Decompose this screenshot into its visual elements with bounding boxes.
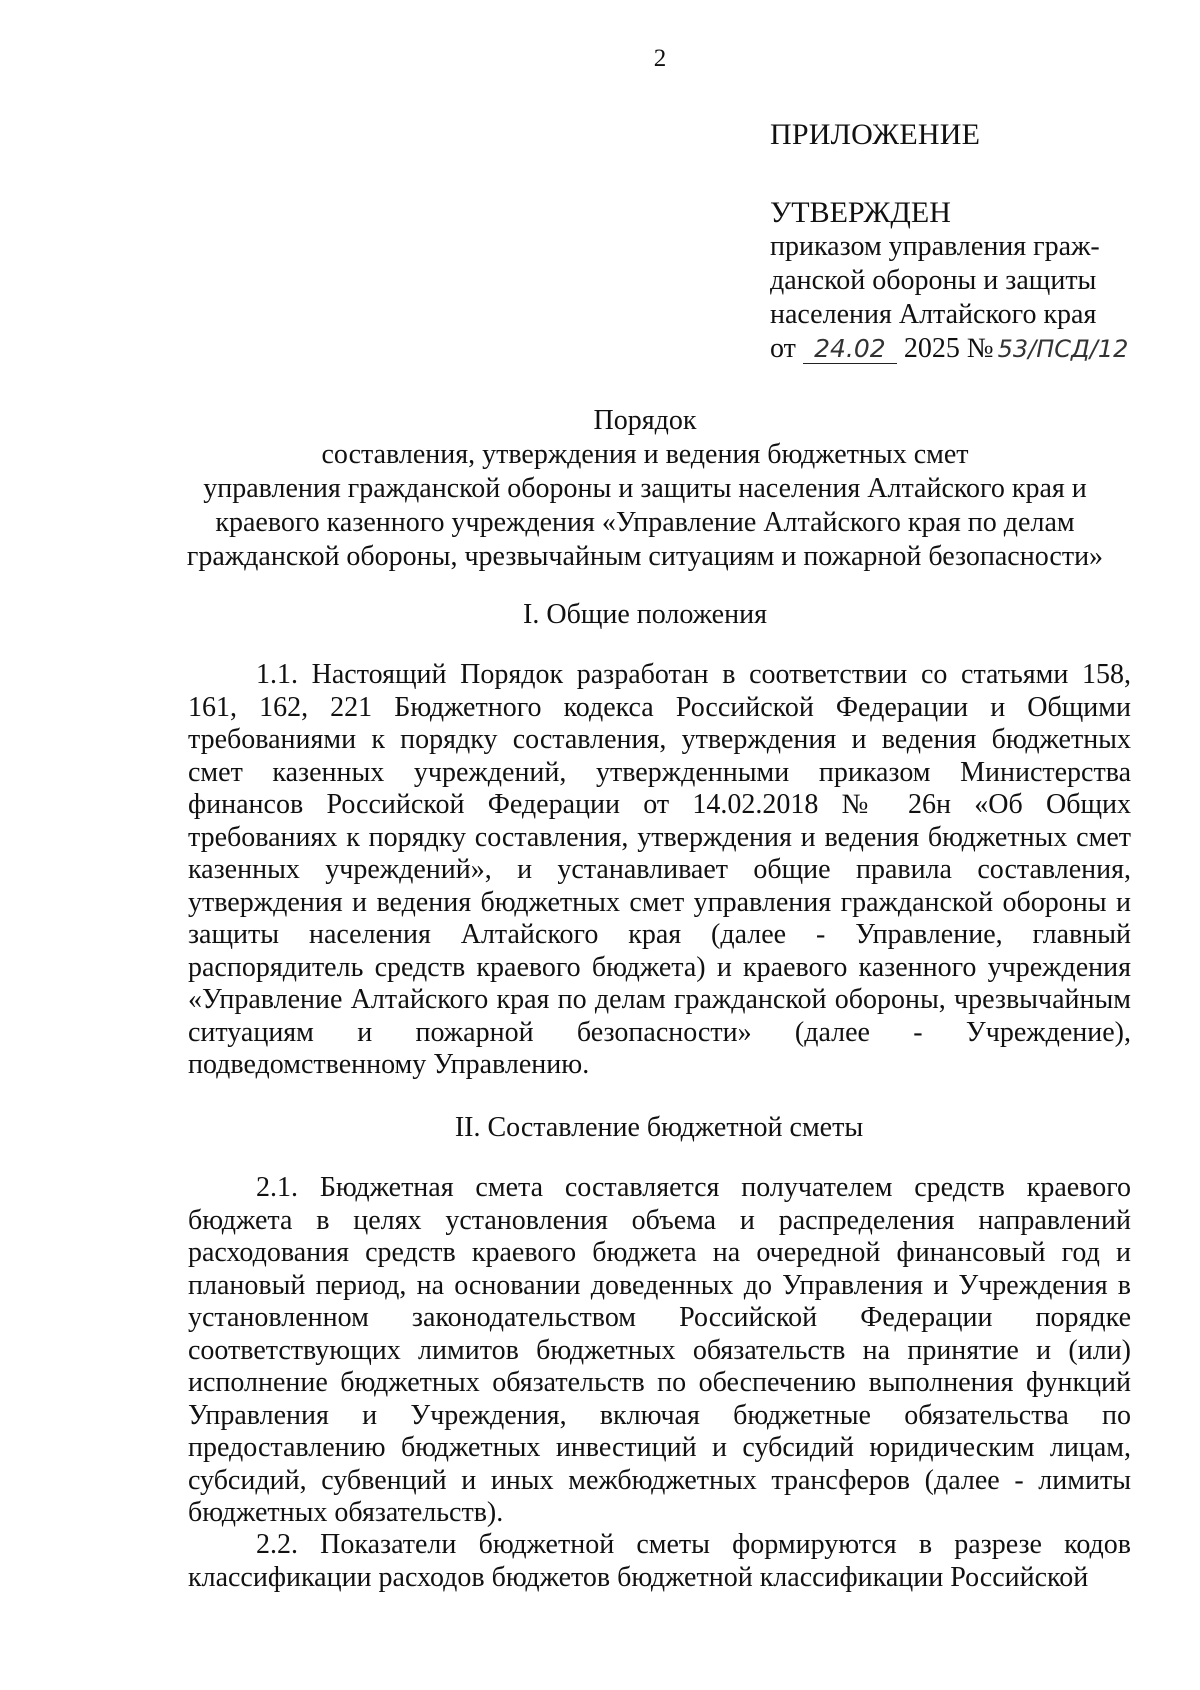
paragraph-2-2: 2.2. Показатели бюджетной сметы формируются в разрезе кодов классификации расходов бюджетов бюджетной классификации Российской bbox=[188, 1529, 1131, 1593]
appendix-label: ПРИЛОЖЕНИЕ bbox=[770, 118, 981, 151]
handwritten-date: 24.02 bbox=[803, 335, 897, 364]
section-heading-2: II. Составление бюджетной сметы bbox=[454, 1112, 864, 1143]
approval-block bbox=[770, 118, 1150, 366]
title-line-4: краевого казенного учреждения «Управление Алтайского края по делам bbox=[215, 507, 1075, 538]
order-line-2: данской обороны и защиты bbox=[770, 265, 1097, 296]
document-title bbox=[160, 404, 1130, 574]
paragraph-1-1: 1.1. Настоящий Порядок разработан в соответствии со статьями 158, 161, 162, 221 Бюджетного кодекса Российской Федерации и Общими требованиями к порядку составления, утверждения и ведения бюджетных смет казенных учреждений, утвержденными приказом Министерства финансов Российской Федерации от 14.02.2018 № 26н «Об Общих требованиях к порядку составления, утверждения и ведения бюджетных смет казенных учреждений», и устанавливает общие правила составления, утверждения и ведения бюджетных смет управления гражданской обороны и защиты населения Алтайского края (далее - Управление, главный распорядитель средств краевого бюджета) и краевого казенного учреждения «Управление Алтайского края по делам гражданской обороны, чрезвычайным ситуациям и пожарной безопасности» (далее - Учреждение), подведомственному Управлению. bbox=[188, 659, 1131, 1080]
page-number: 2 bbox=[653, 45, 667, 72]
paragraph-2-1: 2.1. Бюджетная смета составляется получателем средств краевого бюджета в целях установления объема и распределения направлений расходования средств краевого бюджета на очередной финансовый год и плановый период, на основании доведенных до Управления и Учреждения в установленном законодательством Российской Федерации порядке соответствующих лимитов бюджетных обязательств на принятие и (или) исполнение бюджетных обязательств по обеспечению выполнения функций Управления и Учреждения, включая бюджетные обязательства по предоставлению бюджетных инвестиций и субсидий юридическим лицам, субсидий, субвенций и иных межбюджетных трансферов (далее - лимиты бюджетных обязательств). bbox=[188, 1172, 1131, 1528]
order-date-line bbox=[770, 332, 1150, 366]
number-sign: № bbox=[966, 333, 994, 364]
order-year: 2025 bbox=[903, 333, 960, 364]
handwritten-order-number: 53/ПСД/12 bbox=[997, 335, 1129, 363]
order-line-3: населения Алтайского края bbox=[770, 299, 1097, 330]
title-line-2: составления, утверждения и ведения бюджетных смет bbox=[321, 439, 969, 470]
title-line-3: управления гражданской обороны и защиты населения Алтайского края и bbox=[203, 473, 1087, 504]
title-line-5: гражданской обороны, чрезвычайным ситуациям и пожарной безопасности» bbox=[186, 541, 1104, 572]
section-heading-1: I. Общие положения bbox=[523, 599, 767, 630]
order-line-1: приказом управления граж- bbox=[770, 231, 1100, 262]
date-prefix: от bbox=[770, 333, 796, 364]
title-line-1: Порядок bbox=[593, 405, 697, 436]
approved-label: УТВЕРЖДЕН bbox=[770, 196, 951, 229]
